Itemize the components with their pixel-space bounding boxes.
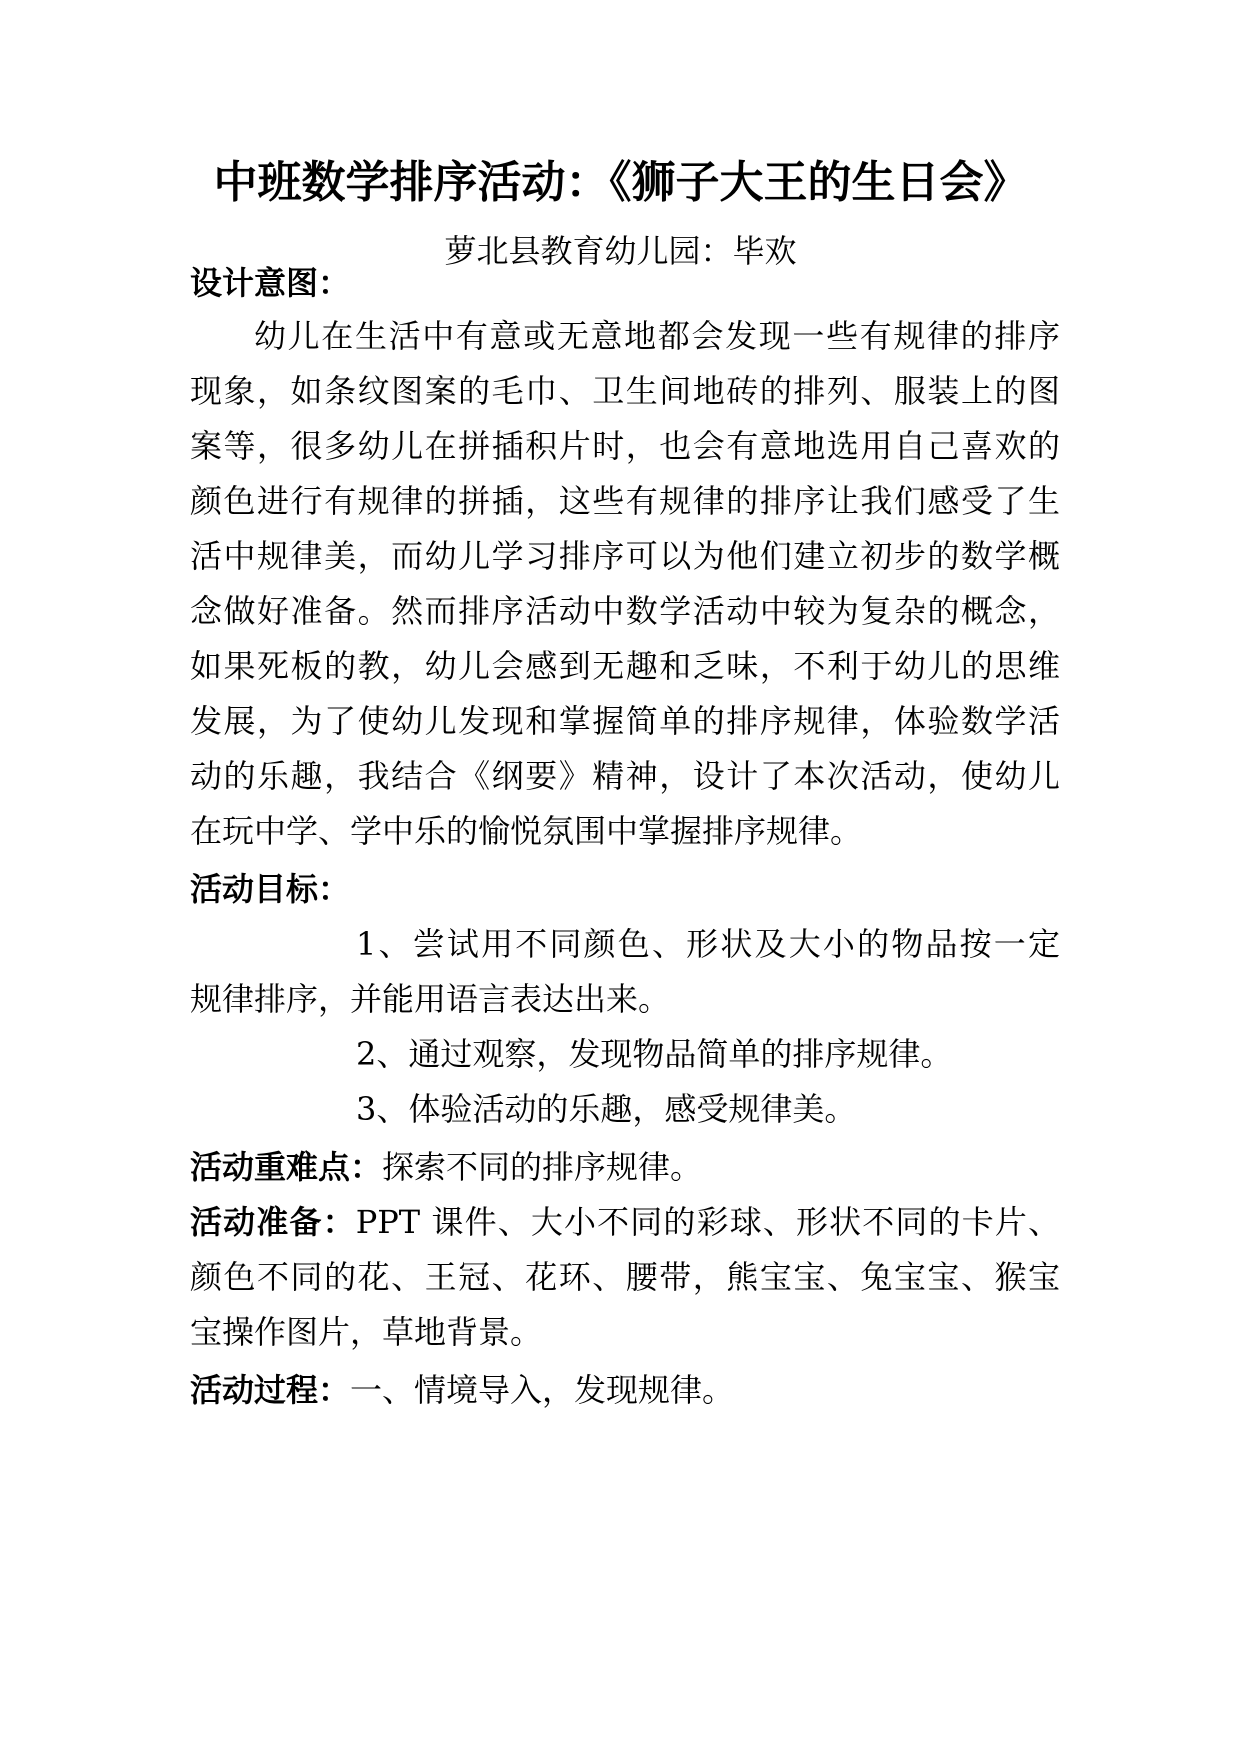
- paragraph-line: 如果死板的教，幼儿会感到无趣和乏味，不利于幼儿的思维: [190, 647, 1060, 685]
- goal-item-1: 1、尝试用不同颜色、形状及大小的物品按一定: [356, 925, 1060, 963]
- key-points-label: 活动重难点：: [190, 1148, 383, 1186]
- paragraph-line: 在玩中学、学中乐的愉悦氛围中掌握排序规律。: [190, 812, 863, 850]
- goals-heading: 活动目标：: [190, 870, 351, 908]
- paragraph-line: 发展，为了使幼儿发现和掌握简单的排序规律，体验数学活: [190, 702, 1060, 740]
- process-line: [190, 1365, 1060, 1415]
- author-line: 萝北县教育幼儿园：毕欢: [444, 232, 797, 270]
- design-intent-heading: 设计意图：: [190, 264, 351, 302]
- paragraph-line: 颜色进行有规律的拼插，这些有规律的排序让我们感受了生: [190, 482, 1060, 520]
- preparation-line-3: 宝操作图片，草地背景。: [190, 1313, 543, 1351]
- goal-item-3: 3、体验活动的乐趣，感受规律美。: [356, 1090, 857, 1128]
- key-points-line: [190, 1142, 1060, 1192]
- process-label: 活动过程：: [190, 1371, 351, 1409]
- preparation-line-2: 颜色不同的花、王冠、花环、腰带，熊宝宝、兔宝宝、猴宝: [190, 1258, 1060, 1296]
- paragraph-line: 念做好准备。然而排序活动中数学活动中较为复杂的概念，: [190, 592, 1060, 630]
- preparation-label: 活动准备：: [190, 1203, 356, 1241]
- goal-item-2: 2、通过观察，发现物品简单的排序规律。: [356, 1035, 953, 1073]
- paragraph-line: 活中规律美，而幼儿学习排序可以为他们建立初步的数学概: [190, 537, 1060, 575]
- document-title: 中班数学排序活动：《狮子大王的生日会》: [213, 157, 1028, 208]
- paragraph-line: 案等，很多幼儿在拼插积片时，也会有意地选用自己喜欢的: [190, 427, 1060, 465]
- preparation-line-1: [190, 1197, 1060, 1247]
- key-points-text: 探索不同的排序规律。: [382, 1148, 703, 1186]
- preparation-text: PPT 课件、大小不同的彩球、形状不同的卡片、: [355, 1203, 1060, 1241]
- paragraph-line: 现象，如条纹图案的毛巾、卫生间地砖的排列、服装上的图: [190, 372, 1060, 410]
- goal-item-1-continued: 规律排序，并能用语言表达出来。: [190, 980, 671, 1018]
- process-text: 一、情境导入，发现规律。: [350, 1371, 735, 1409]
- paragraph-line: 幼儿在生活中有意或无意地都会发现一些有规律的排序: [254, 317, 1060, 355]
- paragraph-line: 动的乐趣，我结合《纲要》精神，设计了本次活动，使幼儿: [190, 757, 1060, 795]
